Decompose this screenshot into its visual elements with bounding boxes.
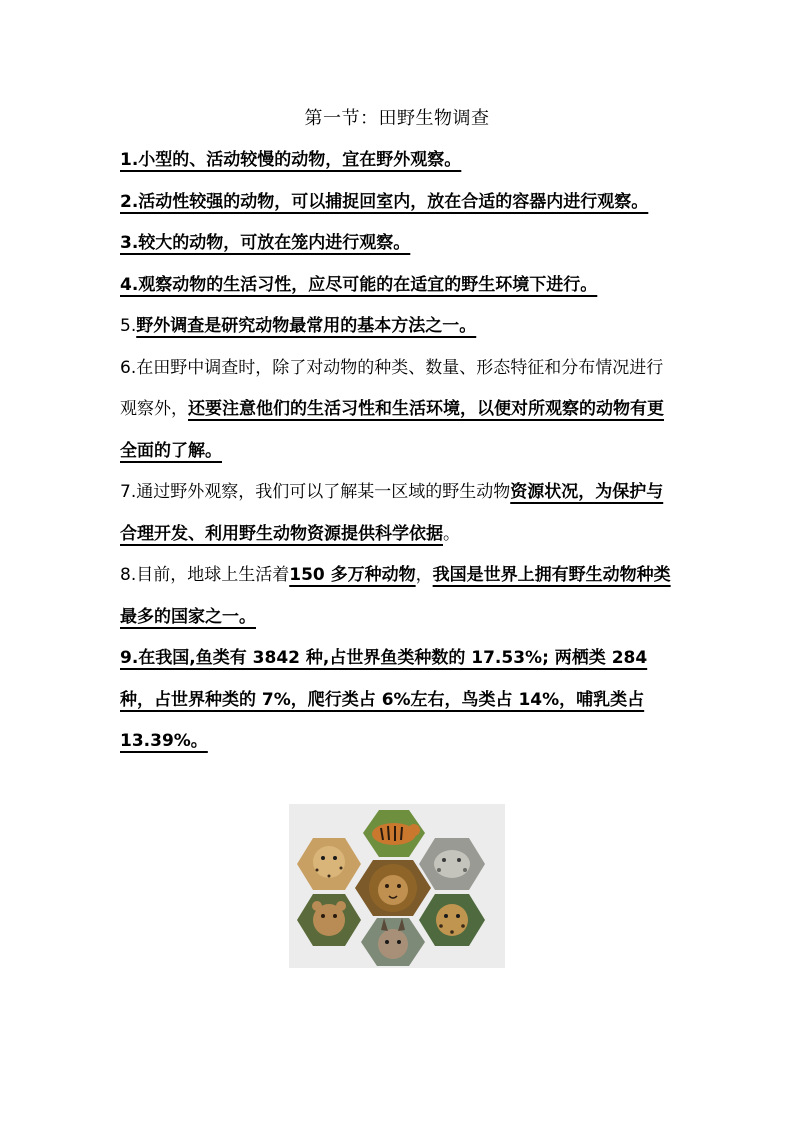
note-1-text: 1.小型的、活动较慢的动物，宜在野外观察。 [120, 150, 462, 170]
note-5-text: 野外调查是研究动物最常用的基本方法之一。 [136, 316, 477, 336]
note-6 [120, 348, 680, 473]
wild-cats-collage [289, 804, 505, 968]
hexagon-collage-graphic [289, 804, 505, 968]
note-3-text: 3.较大的动物，可放在笼内进行观察。 [120, 233, 411, 253]
note-2 [120, 182, 680, 224]
note-8-emphasis: 我国是世界上拥有野生动物种类最多的国家之一。 [120, 565, 671, 627]
note-8-comma: ， [415, 565, 433, 585]
note-5-number: 5. [120, 316, 137, 336]
section-title: 第一节：田野生物调查 [304, 108, 490, 129]
note-8-plain: 8.目前，地球上生活着 [120, 565, 290, 585]
notes-body [120, 140, 680, 763]
note-9-text: 9.在我国,鱼类有 3842 种,占世界鱼类种数的 17.53%; 两栖类 284 种，占世界种类的 7%，爬行类占 6%左右，鸟类占 14%，哺乳类占 13.39%。 [120, 648, 648, 751]
note-9 [120, 638, 680, 763]
note-8-number: 150 多万种动物 [289, 565, 416, 585]
note-4-text: 4.观察动物的生活习性，应尽可能的在适宜的野生环境下进行。 [120, 274, 598, 295]
note-1 [120, 140, 680, 182]
note-7 [120, 472, 680, 555]
note-3 [120, 223, 680, 265]
note-4 [120, 265, 680, 307]
note-8 [120, 555, 680, 638]
note-7-plain: 7.通过野外观察，我们可以了解某一区域的野生动物 [120, 482, 511, 502]
note-7-end: 。 [443, 523, 460, 544]
note-6-plain: 6.在田野中调查时，除了对动物的种类、数量、形态特征和分布情况进行观察外， [120, 357, 664, 419]
note-7-emphasis: 资源状况，为保护与合理开发、利用野生动物资源提供科学依据 [120, 482, 664, 544]
note-5 [120, 306, 680, 348]
note-6-emphasis: 还要注意他们的生活习性和生活环境，以便对所观察的动物有更全面的了解。 [120, 399, 664, 461]
note-2-text: 2.活动性较强的动物，可以捕捉回室内，放在合适的容器内进行观察。 [120, 191, 649, 212]
